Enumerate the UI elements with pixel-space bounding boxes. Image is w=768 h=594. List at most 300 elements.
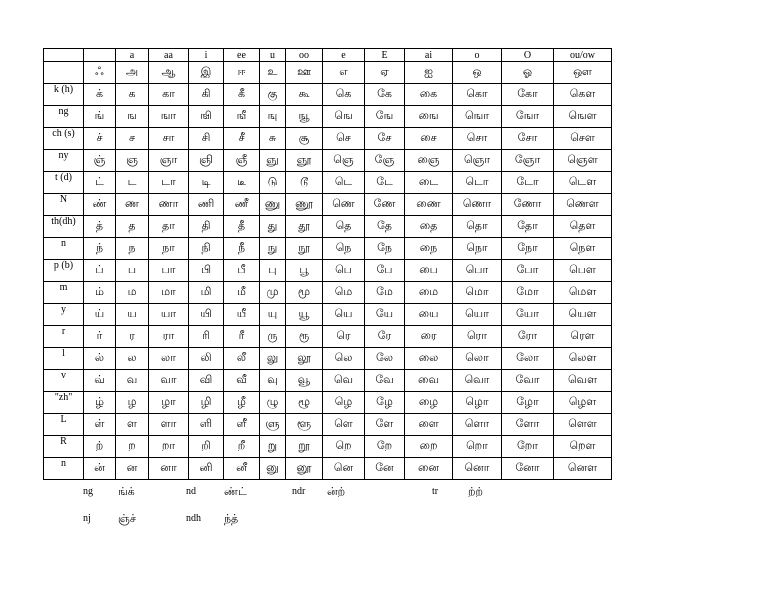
- letter-cell: வெ: [323, 370, 365, 392]
- letter-cell: ழ: [116, 392, 149, 414]
- note-nj-tamil: ஞ்ச்: [118, 512, 136, 525]
- letter-cell: ரூ: [286, 326, 323, 348]
- letter-cell: றௌ: [554, 436, 612, 458]
- letter-cell: தீ: [224, 216, 260, 238]
- letter-cell: யா: [149, 304, 189, 326]
- letter-cell: உ: [260, 62, 286, 84]
- letter-cell: ஞே: [365, 150, 405, 172]
- letter-cell: டொ: [453, 172, 502, 194]
- table-row: [44, 62, 612, 84]
- letter-cell: ர்: [84, 326, 116, 348]
- row-label: ng: [44, 106, 84, 128]
- row-label: n: [44, 458, 84, 480]
- letter-cell: ளொ: [453, 414, 502, 436]
- letter-cell: தோ: [502, 216, 554, 238]
- table-row: [44, 260, 612, 282]
- note-ndr-tamil: ன்ற்: [327, 485, 346, 498]
- letter-cell: தா: [149, 216, 189, 238]
- letter-cell: ரெ: [323, 326, 365, 348]
- letter-cell: ங: [116, 106, 149, 128]
- letter-cell: ரா: [149, 326, 189, 348]
- letter-cell: வா: [149, 370, 189, 392]
- row-label: ny: [44, 150, 84, 172]
- letter-cell: யீ: [224, 304, 260, 326]
- letter-cell: லூ: [286, 348, 323, 370]
- letter-cell: யௌ: [554, 304, 612, 326]
- table-row: [44, 216, 612, 238]
- letter-cell: நெ: [323, 238, 365, 260]
- letter-cell: ஞா: [149, 150, 189, 172]
- letter-cell: னோ: [502, 458, 554, 480]
- letter-cell: ஙௌ: [554, 106, 612, 128]
- letter-cell: ணொ: [453, 194, 502, 216]
- letter-cell: ழெ: [323, 392, 365, 414]
- table-row: [44, 458, 612, 480]
- letter-cell: ள: [116, 414, 149, 436]
- letter-cell: மே: [365, 282, 405, 304]
- letter-cell: பெ: [323, 260, 365, 282]
- table-row: [44, 238, 612, 260]
- table-row: [44, 128, 612, 150]
- letter-cell: லௌ: [554, 348, 612, 370]
- letter-cell: வூ: [286, 370, 323, 392]
- letter-cell: ஈ: [224, 62, 260, 84]
- letter-cell: யெ: [323, 304, 365, 326]
- letter-cell: லி: [189, 348, 224, 370]
- letter-cell: ஞி: [189, 150, 224, 172]
- table-row: [44, 150, 612, 172]
- letter-cell: ரு: [260, 326, 286, 348]
- letter-cell: ழி: [189, 392, 224, 414]
- letter-cell: ற: [116, 436, 149, 458]
- table-row: [44, 106, 612, 128]
- letter-cell: ப்: [84, 260, 116, 282]
- letter-cell: மி: [189, 282, 224, 304]
- letter-cell: ஙோ: [502, 106, 554, 128]
- letter-cell: ண்: [84, 194, 116, 216]
- letter-cell: வௌ: [554, 370, 612, 392]
- letter-cell: இ: [189, 62, 224, 84]
- letter-cell: ஞெ: [323, 150, 365, 172]
- letter-cell: ழீ: [224, 392, 260, 414]
- letter-cell: மை: [405, 282, 453, 304]
- letter-cell: னி: [189, 458, 224, 480]
- letter-cell: வொ: [453, 370, 502, 392]
- letter-cell: பூ: [286, 260, 323, 282]
- letter-cell: ழௌ: [554, 392, 612, 414]
- letter-cell: கி: [189, 84, 224, 106]
- letter-cell: னே: [365, 458, 405, 480]
- letter-cell: னெ: [323, 458, 365, 480]
- letter-cell: ழ்: [84, 392, 116, 414]
- note-nd-latin: nd: [186, 486, 196, 497]
- letter-cell: கு: [260, 84, 286, 106]
- letter-cell: யூ: [286, 304, 323, 326]
- letter-cell: டெ: [323, 172, 365, 194]
- letter-cell: ழா: [149, 392, 189, 414]
- column-header: [44, 49, 84, 62]
- letter-cell: தொ: [453, 216, 502, 238]
- note-ndh-latin: ndh: [186, 513, 201, 524]
- letter-cell: த்: [84, 216, 116, 238]
- letter-cell: ணே: [365, 194, 405, 216]
- letter-cell: நொ: [453, 238, 502, 260]
- letter-cell: க: [116, 84, 149, 106]
- letter-cell: ளூ: [286, 414, 323, 436]
- letter-cell: ணா: [149, 194, 189, 216]
- letter-cell: கூ: [286, 84, 323, 106]
- letter-cell: டோ: [502, 172, 554, 194]
- letter-cell: ம: [116, 282, 149, 304]
- letter-cell: றே: [365, 436, 405, 458]
- letter-cell: னா: [149, 458, 189, 480]
- letter-cell: னு: [260, 458, 286, 480]
- letter-cell: ளை: [405, 414, 453, 436]
- letter-cell: ஆ: [149, 62, 189, 84]
- table-row: [44, 194, 612, 216]
- letter-cell: வ: [116, 370, 149, 392]
- letter-cell: ஞோ: [502, 150, 554, 172]
- letter-cell: சொ: [453, 128, 502, 150]
- letter-cell: ரி: [189, 326, 224, 348]
- row-label: n: [44, 238, 84, 260]
- letter-cell: னீ: [224, 458, 260, 480]
- letter-cell: றை: [405, 436, 453, 458]
- letter-cell: ர: [116, 326, 149, 348]
- letter-cell: வி: [189, 370, 224, 392]
- table-row: [44, 304, 612, 326]
- letter-cell: ஙூ: [286, 106, 323, 128]
- letter-cell: ண: [116, 194, 149, 216]
- letter-cell: லீ: [224, 348, 260, 370]
- row-label: ch (s): [44, 128, 84, 150]
- letter-cell: லே: [365, 348, 405, 370]
- letter-cell: ஓ: [502, 62, 554, 84]
- row-label: "zh": [44, 392, 84, 414]
- letter-cell: ளீ: [224, 414, 260, 436]
- letter-cell: தே: [365, 216, 405, 238]
- letter-cell: ழே: [365, 392, 405, 414]
- row-label: p (b): [44, 260, 84, 282]
- note-ndh-tamil: ந்த்: [224, 512, 239, 525]
- letter-cell: ன: [116, 458, 149, 480]
- letter-cell: டா: [149, 172, 189, 194]
- letter-cell: ளா: [149, 414, 189, 436]
- letter-cell: ளி: [189, 414, 224, 436]
- letter-cell: ஙெ: [323, 106, 365, 128]
- letter-cell: ரே: [365, 326, 405, 348]
- letter-cell: டூ: [286, 172, 323, 194]
- letter-cell: ழொ: [453, 392, 502, 414]
- letter-cell: க்: [84, 84, 116, 106]
- table-row: [44, 326, 612, 348]
- letter-cell: லு: [260, 348, 286, 370]
- letter-cell: கா: [149, 84, 189, 106]
- letter-cell: ணோ: [502, 194, 554, 216]
- letter-cell: ச்: [84, 128, 116, 150]
- letter-cell: டு: [260, 172, 286, 194]
- letter-cell: ஙு: [260, 106, 286, 128]
- letter-cell: டி: [189, 172, 224, 194]
- letter-cell: பொ: [453, 260, 502, 282]
- row-label: r: [44, 326, 84, 348]
- letter-cell: ட்: [84, 172, 116, 194]
- letter-cell: மீ: [224, 282, 260, 304]
- letter-cell: ழை: [405, 392, 453, 414]
- letter-cell: தை: [405, 216, 453, 238]
- letter-cell: ங்: [84, 106, 116, 128]
- letter-cell: நி: [189, 238, 224, 260]
- letter-cell: தூ: [286, 216, 323, 238]
- column-header: i: [189, 49, 224, 62]
- letter-cell: னூ: [286, 458, 323, 480]
- letter-cell: தெ: [323, 216, 365, 238]
- letter-cell: ஒ: [453, 62, 502, 84]
- table-row: [44, 414, 612, 436]
- table-row: [44, 370, 612, 392]
- letter-cell: ஊ: [286, 62, 323, 84]
- letter-cell: மொ: [453, 282, 502, 304]
- letter-cell: வ்: [84, 370, 116, 392]
- letter-cell: ளு: [260, 414, 286, 436]
- letter-cell: ஞ்: [84, 150, 116, 172]
- letter-cell: மெ: [323, 282, 365, 304]
- note-nj-latin: nj: [83, 513, 91, 524]
- letter-cell: ன்: [84, 458, 116, 480]
- letter-cell: நா: [149, 238, 189, 260]
- letter-cell: மு: [260, 282, 286, 304]
- letter-cell: கீ: [224, 84, 260, 106]
- letter-cell: மோ: [502, 282, 554, 304]
- letter-cell: கொ: [453, 84, 502, 106]
- letter-cell: லா: [149, 348, 189, 370]
- letter-cell: னொ: [453, 458, 502, 480]
- row-label: v: [44, 370, 84, 392]
- letter-cell: ல்: [84, 348, 116, 370]
- letter-cell: கெ: [323, 84, 365, 106]
- letter-cell: பே: [365, 260, 405, 282]
- letter-cell: பௌ: [554, 260, 612, 282]
- letter-cell: நே: [365, 238, 405, 260]
- letter-cell: ஏ: [365, 62, 405, 84]
- letter-cell: ஙா: [149, 106, 189, 128]
- letter-cell: ரௌ: [554, 326, 612, 348]
- letter-cell: ற்: [84, 436, 116, 458]
- row-label: R: [44, 436, 84, 458]
- letter-cell: த: [116, 216, 149, 238]
- letter-cell: ணௌ: [554, 194, 612, 216]
- row-label: th(dh): [44, 216, 84, 238]
- letter-cell: ஙீ: [224, 106, 260, 128]
- note-tr-tamil: ற்ற்: [468, 485, 483, 498]
- letter-cell: அ: [116, 62, 149, 84]
- letter-cell: ஃ: [84, 62, 116, 84]
- letter-cell: ல: [116, 348, 149, 370]
- table-row: [44, 172, 612, 194]
- letter-cell: வே: [365, 370, 405, 392]
- note-nd-tamil: ண்ட்: [224, 485, 247, 498]
- letter-cell: வு: [260, 370, 286, 392]
- note-tr-latin: tr: [432, 486, 439, 497]
- letter-cell: யி: [189, 304, 224, 326]
- letter-cell: ம்: [84, 282, 116, 304]
- letter-cell: லொ: [453, 348, 502, 370]
- letter-cell: ரை: [405, 326, 453, 348]
- letter-cell: ஞூ: [286, 150, 323, 172]
- header-row: [44, 49, 612, 62]
- letter-cell: செ: [323, 128, 365, 150]
- letter-cell: ளெ: [323, 414, 365, 436]
- letter-cell: ஙே: [365, 106, 405, 128]
- letter-cell: யே: [365, 304, 405, 326]
- letter-cell: ஐ: [405, 62, 453, 84]
- letter-cell: வை: [405, 370, 453, 392]
- letter-cell: சீ: [224, 128, 260, 150]
- letter-cell: யை: [405, 304, 453, 326]
- row-label: [44, 62, 84, 84]
- letter-cell: ளௌ: [554, 414, 612, 436]
- column-header: aa: [149, 49, 189, 62]
- column-header: O: [502, 49, 554, 62]
- letter-cell: று: [260, 436, 286, 458]
- letter-cell: நீ: [224, 238, 260, 260]
- letter-cell: ஞ: [116, 150, 149, 172]
- letter-cell: சோ: [502, 128, 554, 150]
- letter-cell: லெ: [323, 348, 365, 370]
- letter-cell: தி: [189, 216, 224, 238]
- column-header: a: [116, 49, 149, 62]
- column-header: o: [453, 49, 502, 62]
- letter-cell: ரீ: [224, 326, 260, 348]
- letter-cell: நௌ: [554, 238, 612, 260]
- letter-cell: றா: [149, 436, 189, 458]
- letter-cell: ந்: [84, 238, 116, 260]
- letter-cell: சு: [260, 128, 286, 150]
- letter-cell: ணூ: [286, 194, 323, 216]
- row-label: m: [44, 282, 84, 304]
- letter-cell: ணீ: [224, 194, 260, 216]
- column-header: [84, 49, 116, 62]
- letter-cell: டீ: [224, 172, 260, 194]
- letter-cell: ஞௌ: [554, 150, 612, 172]
- column-header: oo: [286, 49, 323, 62]
- letter-cell: லை: [405, 348, 453, 370]
- note-ndr-latin: ndr: [292, 486, 306, 497]
- letter-cell: பா: [149, 260, 189, 282]
- letter-cell: டே: [365, 172, 405, 194]
- letter-cell: சை: [405, 128, 453, 150]
- letter-cell: யோ: [502, 304, 554, 326]
- letter-cell: ஙை: [405, 106, 453, 128]
- table-row: [44, 348, 612, 370]
- letter-cell: ய: [116, 304, 149, 326]
- row-label: N: [44, 194, 84, 216]
- letter-cell: கை: [405, 84, 453, 106]
- tamil-alphabet-table: [43, 48, 612, 480]
- letter-cell: ளே: [365, 414, 405, 436]
- letter-cell: ணி: [189, 194, 224, 216]
- letter-cell: சி: [189, 128, 224, 150]
- letter-cell: சூ: [286, 128, 323, 150]
- row-label: l: [44, 348, 84, 370]
- letter-cell: யொ: [453, 304, 502, 326]
- letter-cell: மா: [149, 282, 189, 304]
- letter-cell: ச: [116, 128, 149, 150]
- letter-cell: ளோ: [502, 414, 554, 436]
- letter-cell: நை: [405, 238, 453, 260]
- letter-cell: தௌ: [554, 216, 612, 238]
- letter-cell: யு: [260, 304, 286, 326]
- letter-cell: டை: [405, 172, 453, 194]
- letter-cell: கோ: [502, 84, 554, 106]
- letter-cell: வோ: [502, 370, 554, 392]
- letter-cell: நோ: [502, 238, 554, 260]
- letter-cell: னௌ: [554, 458, 612, 480]
- table-row: [44, 84, 612, 106]
- letter-cell: சா: [149, 128, 189, 150]
- letter-cell: கே: [365, 84, 405, 106]
- letter-cell: ஞொ: [453, 150, 502, 172]
- row-label: y: [44, 304, 84, 326]
- letter-cell: றீ: [224, 436, 260, 458]
- letter-cell: ரோ: [502, 326, 554, 348]
- letter-cell: னை: [405, 458, 453, 480]
- letter-cell: ணெ: [323, 194, 365, 216]
- letter-cell: ஞு: [260, 150, 286, 172]
- letter-cell: றெ: [323, 436, 365, 458]
- letter-cell: டௌ: [554, 172, 612, 194]
- row-label: k (h): [44, 84, 84, 106]
- letter-cell: எ: [323, 62, 365, 84]
- letter-cell: ஙி: [189, 106, 224, 128]
- column-header: ee: [224, 49, 260, 62]
- letter-cell: நு: [260, 238, 286, 260]
- column-header: u: [260, 49, 286, 62]
- letter-cell: பீ: [224, 260, 260, 282]
- letter-cell: ஔ: [554, 62, 612, 84]
- note-ng-tamil: ங்க்: [118, 485, 135, 498]
- letter-cell: து: [260, 216, 286, 238]
- letter-cell: வீ: [224, 370, 260, 392]
- table-row: [44, 282, 612, 304]
- letter-cell: பி: [189, 260, 224, 282]
- letter-cell: ள்: [84, 414, 116, 436]
- table-row: [44, 436, 612, 458]
- column-header: E: [365, 49, 405, 62]
- letter-cell: பு: [260, 260, 286, 282]
- letter-cell: ய்: [84, 304, 116, 326]
- letter-cell: ணை: [405, 194, 453, 216]
- letter-cell: மௌ: [554, 282, 612, 304]
- letter-cell: ஙொ: [453, 106, 502, 128]
- letter-cell: ஞீ: [224, 150, 260, 172]
- letter-cell: பை: [405, 260, 453, 282]
- table-row: [44, 392, 612, 414]
- letter-cell: ஞை: [405, 150, 453, 172]
- letter-cell: ழு: [260, 392, 286, 414]
- letter-cell: சே: [365, 128, 405, 150]
- column-header: ou/ow: [554, 49, 612, 62]
- letter-cell: றூ: [286, 436, 323, 458]
- letter-cell: ழோ: [502, 392, 554, 414]
- letter-cell: சௌ: [554, 128, 612, 150]
- note-ng-latin: ng: [83, 486, 93, 497]
- letter-cell: றொ: [453, 436, 502, 458]
- letter-cell: லோ: [502, 348, 554, 370]
- letter-cell: போ: [502, 260, 554, 282]
- column-header: e: [323, 49, 365, 62]
- letter-cell: ந: [116, 238, 149, 260]
